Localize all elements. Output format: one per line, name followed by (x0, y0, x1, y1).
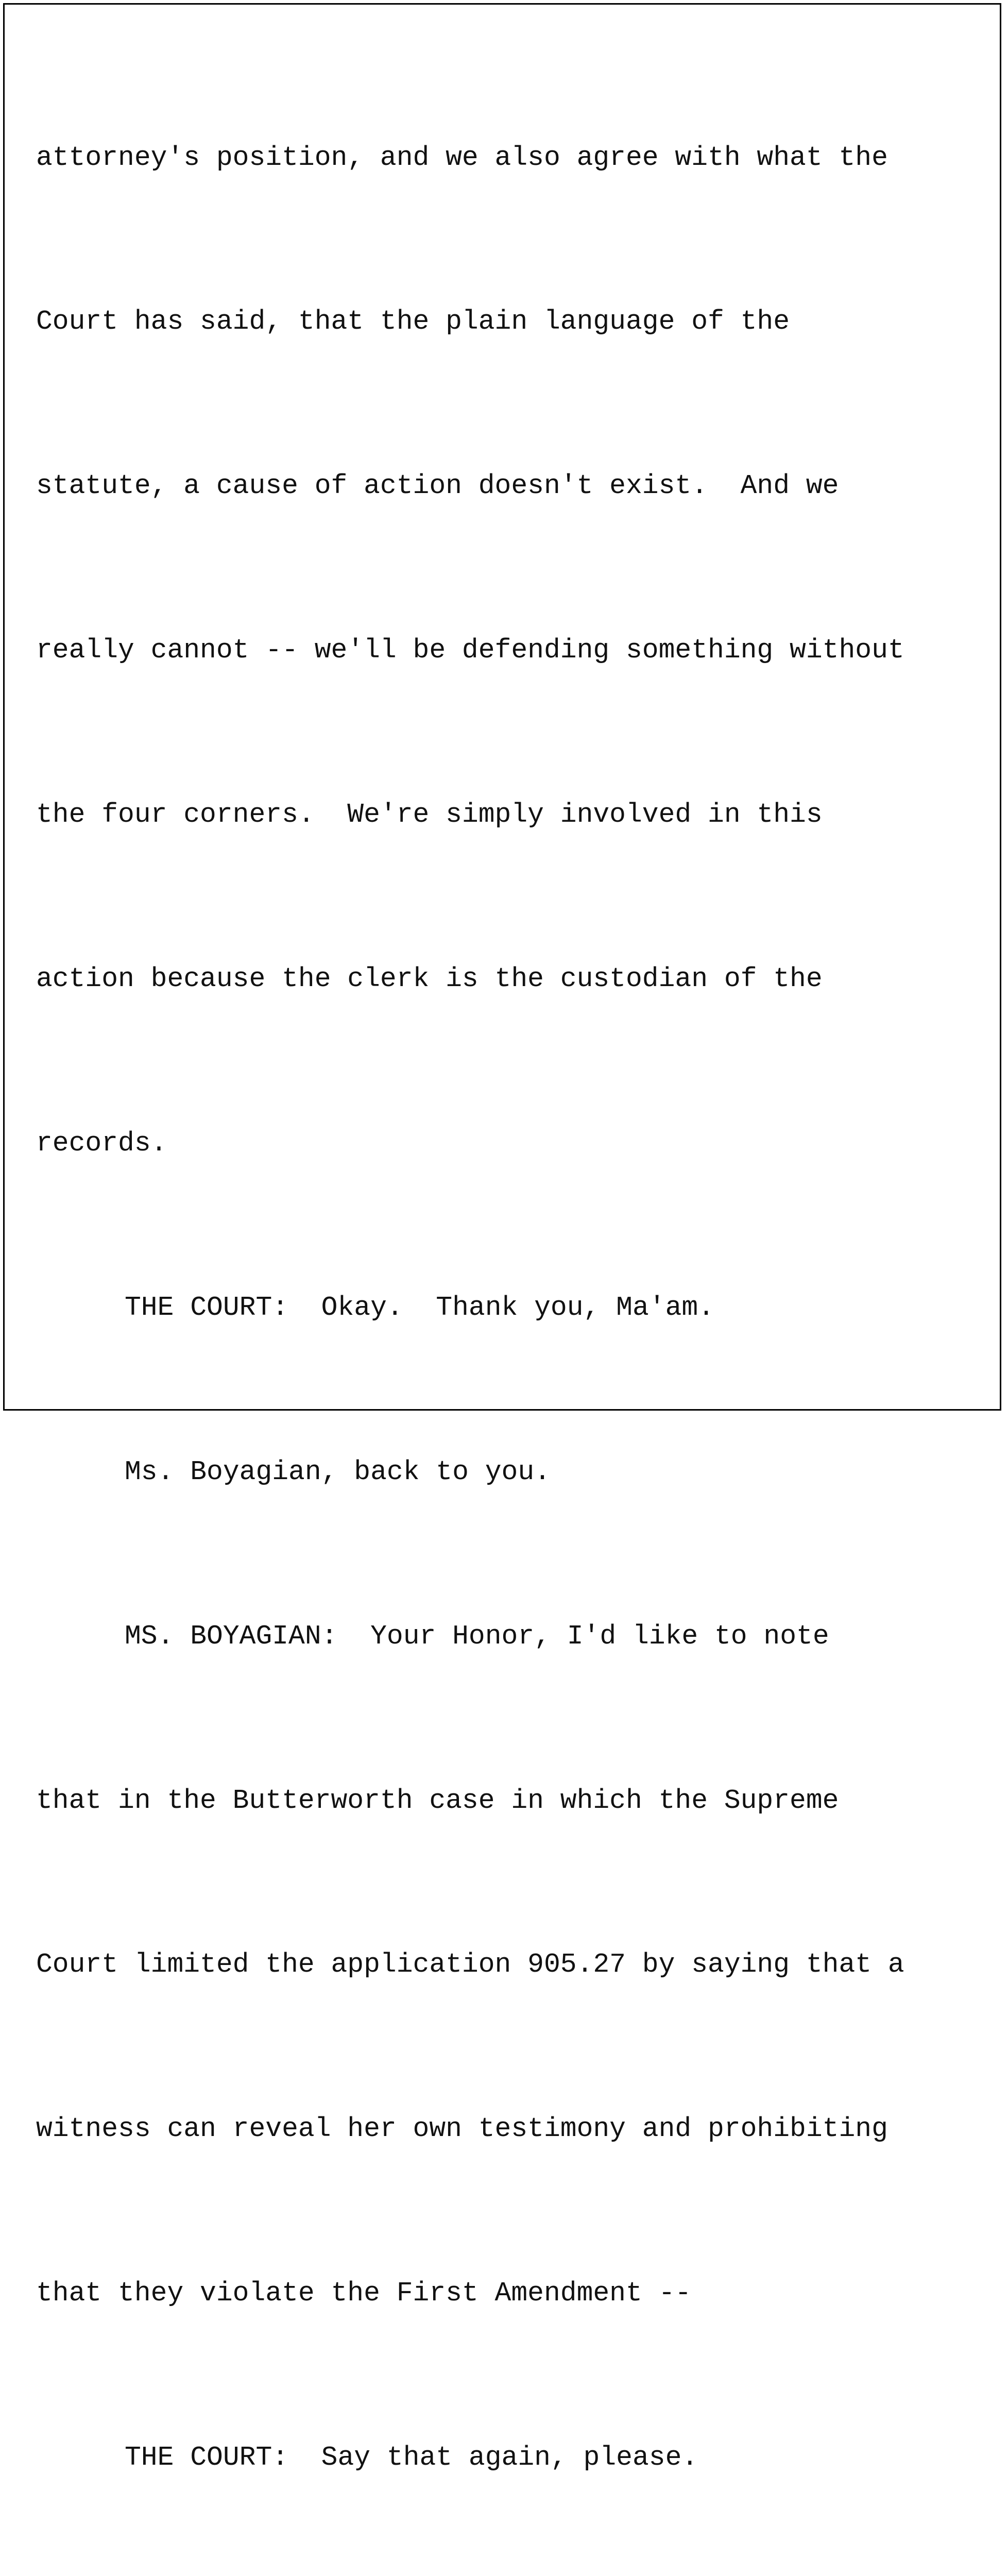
speaker-line: THE COURT: Okay. Thank you, Ma'am. (125, 1292, 714, 1323)
transcript-line: statute, a cause of action doesn't exist. And we (36, 470, 839, 502)
transcript-text (36, 21, 989, 2576)
transcript-line: Ms. Boyagian, back to you. (125, 1456, 551, 1487)
transcript-line: Court has said, that the plain language of the (36, 306, 790, 337)
transcript-line: that they violate the First Amendment -- (36, 2278, 692, 2309)
transcript-line: action because the clerk is the custodian of the (36, 963, 823, 995)
transcript-line: Court limited the application 905.27 by saying that a (36, 1949, 904, 1980)
speaker-line: THE COURT: Say that again, please. (125, 2442, 698, 2473)
transcript-line: really cannot -- we'll be defending something without (36, 635, 904, 666)
transcript-line: that in the Butterworth case in which the Supreme (36, 1785, 839, 1816)
transcript-line: the four corners. We're simply involved in this (36, 799, 823, 831)
transcript-line: witness can reveal her own testimony and prohibiting (36, 2113, 888, 2145)
transcript-line: records. (36, 1127, 167, 1159)
speaker-line: MS. BOYAGIAN: Your Honor, I'd like to note (125, 1620, 829, 1652)
transcript-line: attorney's position, and we also agree with what the (36, 142, 888, 173)
